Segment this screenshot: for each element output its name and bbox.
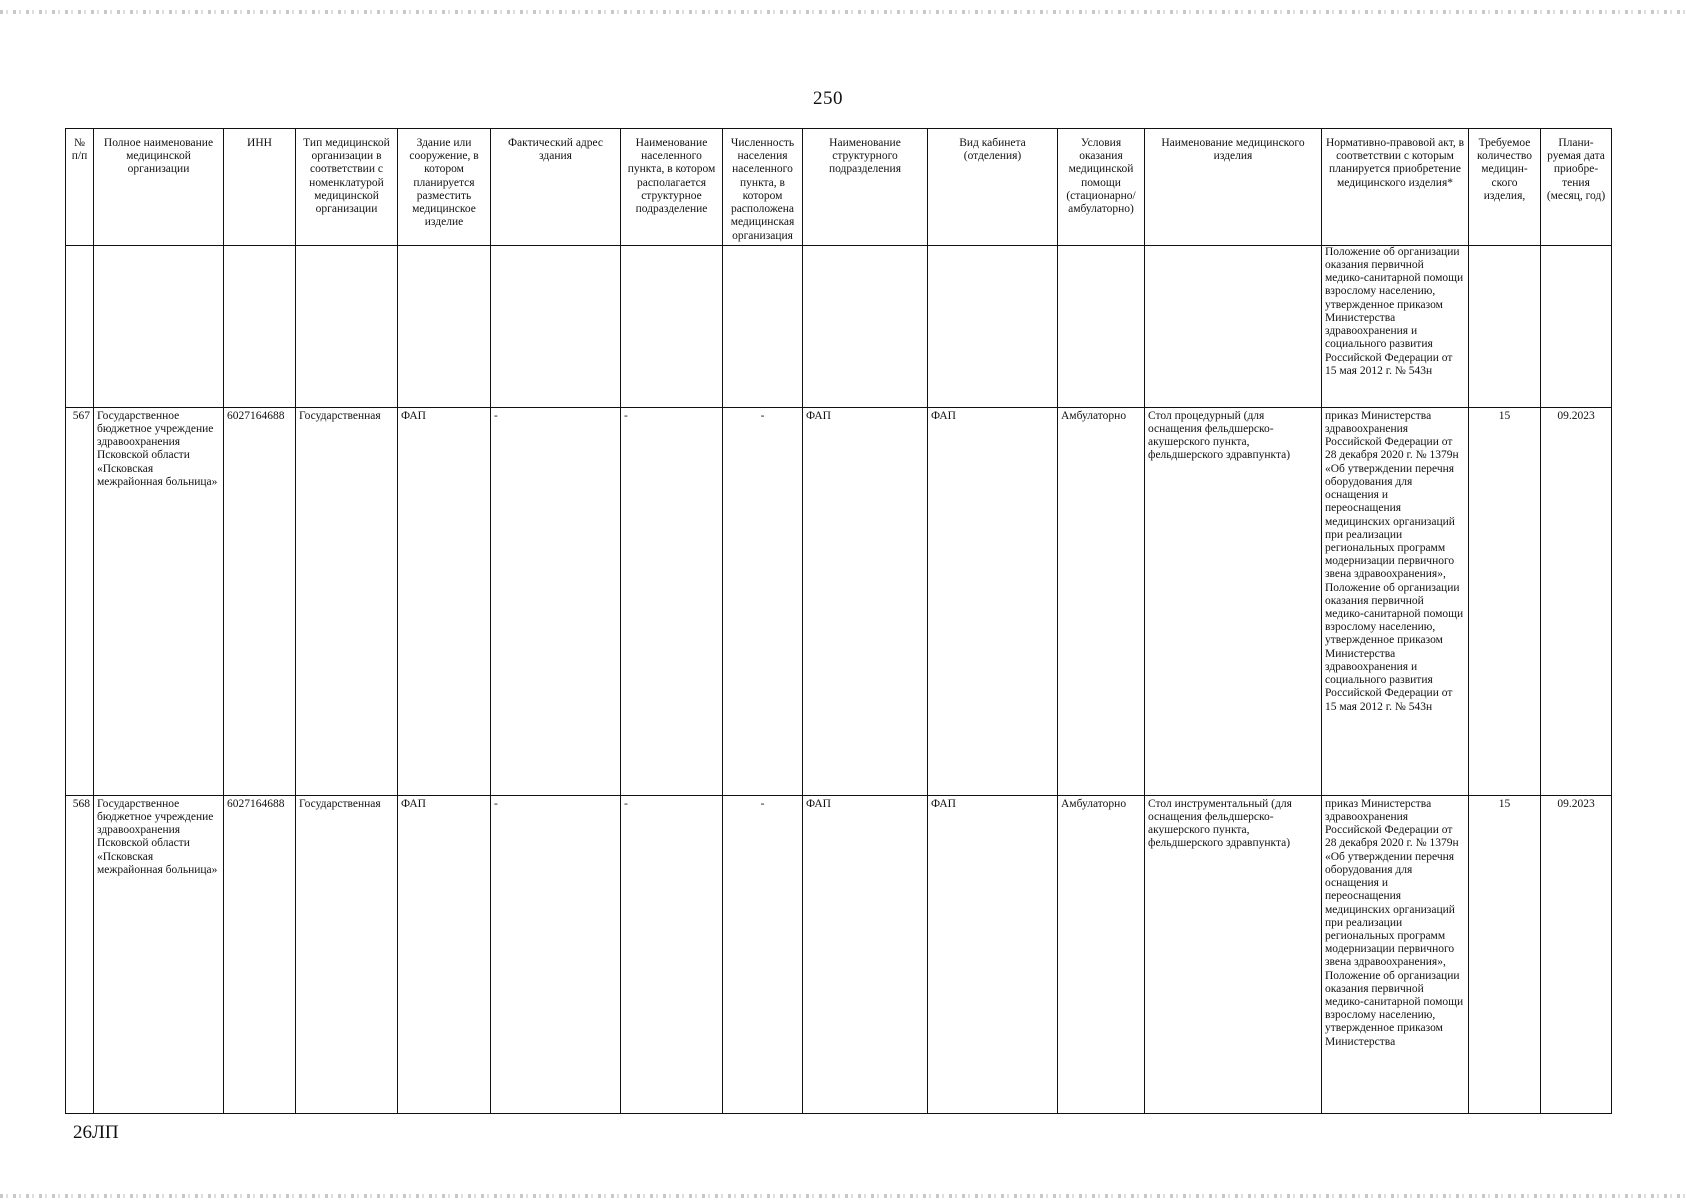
cabinet-cell: ФАП bbox=[928, 407, 1058, 795]
empty-cell bbox=[723, 245, 803, 407]
header-cell: Наименование медицинского изделия bbox=[1145, 129, 1322, 246]
inn-cell: 6027164688 bbox=[224, 795, 296, 1113]
table-row bbox=[66, 795, 1612, 1113]
empty-cell bbox=[1058, 245, 1145, 407]
population-cell: - bbox=[723, 407, 803, 795]
device-cell: Стол процедурный (для оснащения фельдшерско-акушерского пункта, фельдшерского здравпункта) bbox=[1145, 407, 1322, 795]
quantity-cell: 15 bbox=[1469, 795, 1541, 1113]
header-cell: Вид кабинета (отделения) bbox=[928, 129, 1058, 246]
empty-cell bbox=[224, 245, 296, 407]
empty-cell bbox=[1541, 245, 1612, 407]
scan-edge-bottom bbox=[0, 1194, 1686, 1198]
row-number-cell: 567 bbox=[66, 407, 94, 795]
empty-cell bbox=[491, 245, 621, 407]
header-row bbox=[66, 129, 1612, 246]
header-cell: ИНН bbox=[224, 129, 296, 246]
settlement-cell: - bbox=[621, 795, 723, 1113]
table-row bbox=[66, 407, 1612, 795]
settlement-cell: - bbox=[621, 407, 723, 795]
org-type-cell: Государственная bbox=[296, 795, 398, 1113]
unit-cell: ФАП bbox=[803, 795, 928, 1113]
date-cell: 09.2023 bbox=[1541, 795, 1612, 1113]
act-cell: приказ Министерства здравоохранения Российской Федерации от 28 декабря 2020 г. № 1379н «Об утверждении перечня оборудования для оснащения и переоснащения медицинских организаций при реализации региональных программ модернизации первичного звена здравоохранения», Положение об организации оказания первичной медико-санитарной помощи взрослому населению, утвержденное приказом Министерства здравоохранения и социального развития Российской Федерации от 15 мая 2012 г. № 543н bbox=[1322, 407, 1469, 795]
building-cell: ФАП bbox=[398, 407, 491, 795]
organization-cell: Государственное бюджетное учреждение здравоохранения Псковской области «Псковская межрайонная больница» bbox=[94, 407, 224, 795]
header-cell: Требуемое количество медицин-ского изделия, bbox=[1469, 129, 1541, 246]
empty-cell bbox=[66, 245, 94, 407]
empty-cell bbox=[1145, 245, 1322, 407]
header-cell: Наименование населенного пункта, в котором располагается структурное подразделение bbox=[621, 129, 723, 246]
empty-cell bbox=[94, 245, 224, 407]
population-cell: - bbox=[723, 795, 803, 1113]
empty-cell bbox=[296, 245, 398, 407]
header-cell: Плани-руемая дата приобре-тения (месяц, год) bbox=[1541, 129, 1612, 246]
conditions-cell: Амбулаторно bbox=[1058, 795, 1145, 1113]
header-cell: Здание или сооружение, в котором планируется разместить медицинское изделие bbox=[398, 129, 491, 246]
empty-cell bbox=[621, 245, 723, 407]
header-cell: Тип медицинской организации в соответствии с номенклатурой медицинской организации bbox=[296, 129, 398, 246]
quantity-cell: 15 bbox=[1469, 407, 1541, 795]
medical-device-table bbox=[65, 128, 1612, 1114]
device-cell: Стол инструментальный (для оснащения фельдшерско-акушерского пункта, фельдшерского здравпункта) bbox=[1145, 795, 1322, 1113]
scan-edge-top bbox=[0, 10, 1686, 14]
header-cell: Нормативно-правовой акт, в соответствии с которым планируется приобретение медицинского изделия* bbox=[1322, 129, 1469, 246]
header-cell: Наименование структурного подразделения bbox=[803, 129, 928, 246]
header-cell: Численность населения населенного пункта, в котором расположена медицинская организация bbox=[723, 129, 803, 246]
empty-cell bbox=[803, 245, 928, 407]
empty-cell bbox=[1469, 245, 1541, 407]
address-cell: - bbox=[491, 407, 621, 795]
header-cell: № п/п bbox=[66, 129, 94, 246]
unit-cell: ФАП bbox=[803, 407, 928, 795]
page-number: 250 bbox=[813, 88, 843, 109]
organization-cell: Государственное бюджетное учреждение здравоохранения Псковской области «Псковская межрайонная больница» bbox=[94, 795, 224, 1113]
row-number-cell: 568 bbox=[66, 795, 94, 1113]
conditions-cell: Амбулаторно bbox=[1058, 407, 1145, 795]
cabinet-cell: ФАП bbox=[928, 795, 1058, 1113]
org-type-cell: Государственная bbox=[296, 407, 398, 795]
continuation-row bbox=[66, 245, 1612, 407]
building-cell: ФАП bbox=[398, 795, 491, 1113]
inn-cell: 6027164688 bbox=[224, 407, 296, 795]
header-cell: Условия оказания медицинской помощи (стационарно/ амбулаторно) bbox=[1058, 129, 1145, 246]
date-cell: 09.2023 bbox=[1541, 407, 1612, 795]
header-cell: Полное наименование медицинской организации bbox=[94, 129, 224, 246]
empty-cell bbox=[928, 245, 1058, 407]
header-cell: Фактический адрес здания bbox=[491, 129, 621, 246]
footer-mark: 26ЛП bbox=[73, 1122, 119, 1143]
address-cell: - bbox=[491, 795, 621, 1113]
continuation-act-cell: Положение об организации оказания первичной медико-санитарной помощи взрослому населению, утвержденное приказом Министерства здравоохранения и социального развития Российской Федерации от 15 мая 2012 г. № 543н bbox=[1322, 245, 1469, 407]
empty-cell bbox=[398, 245, 491, 407]
act-cell: приказ Министерства здравоохранения Российской Федерации от 28 декабря 2020 г. № 1379н «Об утверждении перечня оборудования для оснащения и переоснащения медицинских организаций при реализации региональных программ модернизации первичного звена здравоохранения», Положение об организации оказания первичной медико-санитарной помощи взрослому населению, утвержденное приказом Министерства bbox=[1322, 795, 1469, 1113]
